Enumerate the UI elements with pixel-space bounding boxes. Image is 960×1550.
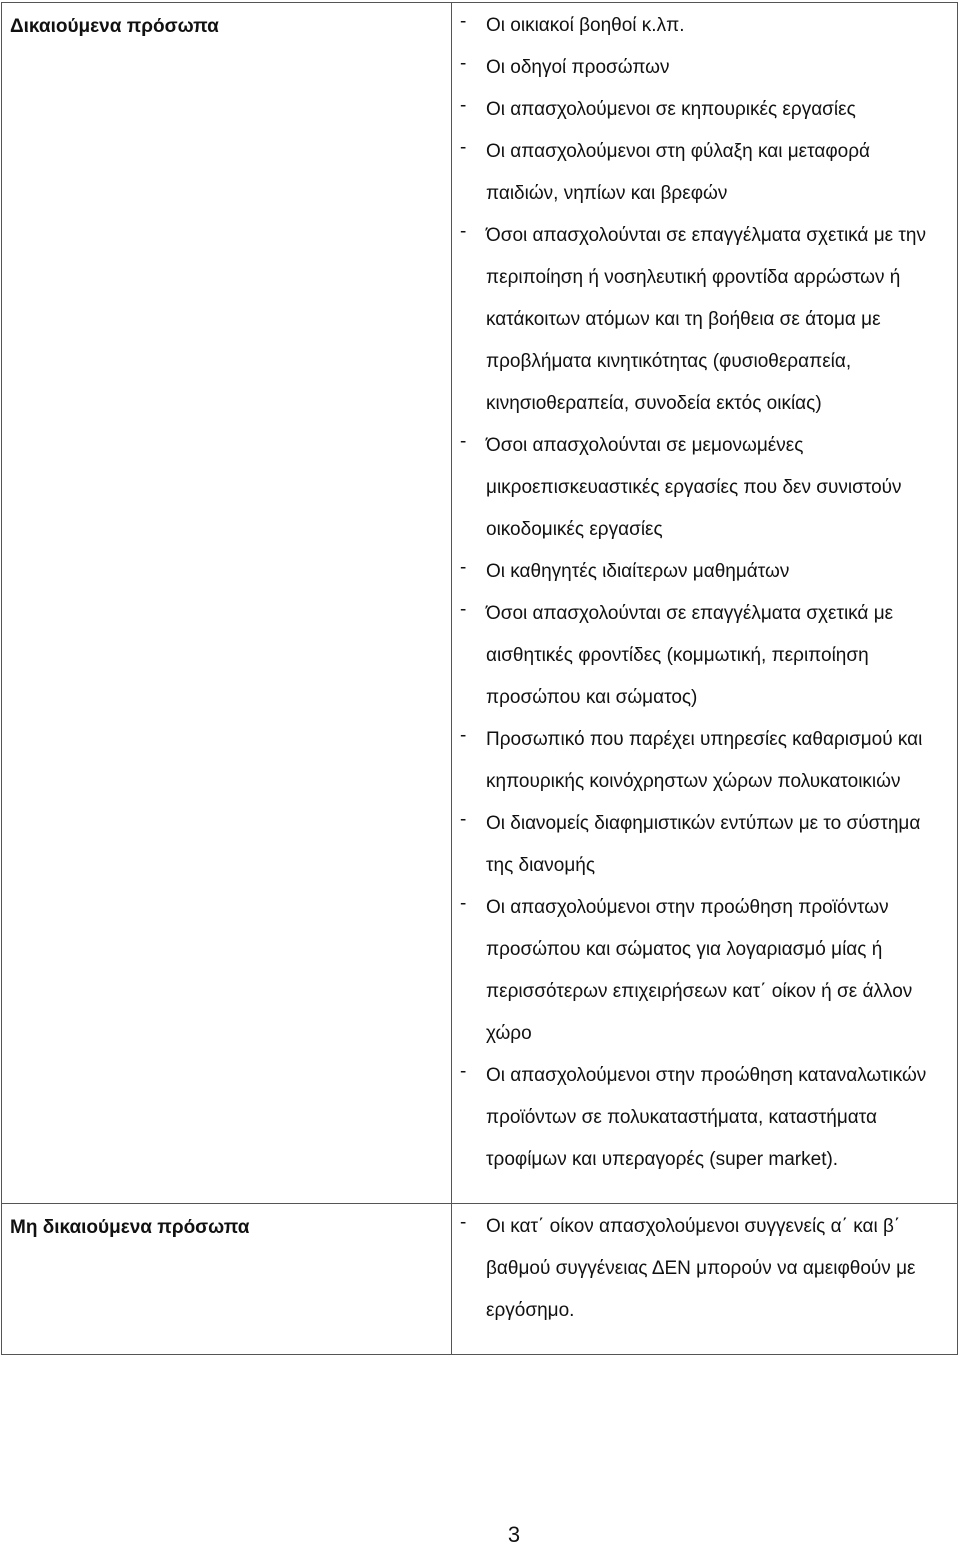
list-item-text: Οι απασχολούμενοι στην προώθηση καταναλωτικών προϊόντων σε πολυκαταστήματα, καταστήματα τροφίμων και υπεραγορές (super market). xyxy=(486,1065,927,1170)
list-item xyxy=(458,1206,945,1332)
row-content xyxy=(452,1204,958,1355)
list-item xyxy=(458,551,945,593)
list-item-text: Οι οικιακοί βοηθοί κ.λπ. xyxy=(486,15,685,36)
dash-bullet: - xyxy=(460,431,467,452)
list-item-text: Όσοι απασχολούνται σε μεμονωμένες μικροεπισκευαστικές εργασίες που δεν συνιστούν οικοδομικές εργασίες xyxy=(486,435,902,540)
list-item-text: Όσοι απασχολούνται σε επαγγέλματα σχετικά με αισθητικές φροντίδες (κομμωτική, περιποίηση προσώπου και σώματος) xyxy=(486,603,894,708)
list-item-text: Οι οδηγοί προσώπων xyxy=(486,57,670,78)
dash-bullet: - xyxy=(460,893,467,914)
beneficiaries-table xyxy=(1,2,958,1355)
dash-bullet: - xyxy=(460,95,467,116)
list-item xyxy=(458,1055,945,1181)
dash-bullet: - xyxy=(460,557,467,578)
dash-bullet: - xyxy=(460,725,467,746)
list-item xyxy=(458,89,945,131)
list-item-text: Οι απασχολούμενοι στη φύλαξη και μεταφορά παιδιών, νηπίων και βρεφών xyxy=(486,141,871,204)
dash-bullet: - xyxy=(460,11,467,32)
list-item-text: Οι διανομείς διαφημιστικών εντύπων με το σύστημα της διανομής xyxy=(486,813,921,876)
list-item-text: Όσοι απασχολούνται σε επαγγέλματα σχετικά με την περιποίηση ή νοσηλευτική φροντίδα αρρώστων ή κατάκοιτων ατόμων και τη βοήθεια σε άτομα με προβλήματα κινητικότητας (φυσιοθεραπεία, κινησιοθεραπεία, συνοδεία εκτός οικίας) xyxy=(486,225,926,414)
table-row xyxy=(2,1204,958,1355)
list-item xyxy=(458,593,945,719)
list-item xyxy=(458,47,945,89)
list-item-text: Οι καθηγητές ιδιαίτερων μαθημάτων xyxy=(486,561,790,582)
list-item xyxy=(458,803,945,887)
item-list xyxy=(458,5,945,1181)
dash-bullet: - xyxy=(460,1061,467,1082)
list-item-text: Προσωπικό που παρέχει υπηρεσίες καθαρισμού και κηπουρικής κοινόχρηστων χώρων πολυκατοικιών xyxy=(486,729,923,792)
dash-bullet: - xyxy=(460,809,467,830)
list-item xyxy=(458,425,945,551)
dash-bullet: - xyxy=(460,53,467,74)
dash-bullet: - xyxy=(460,1212,467,1233)
dash-bullet: - xyxy=(460,221,467,242)
list-item xyxy=(458,5,945,47)
row-label: Μη δικαιούμενα πρόσωπα xyxy=(2,1204,452,1355)
table-row xyxy=(2,3,958,1204)
list-item-text: Οι απασχολούμενοι στην προώθηση προϊόντων προσώπου και σώματος για λογαριασμό μίας ή περισσότερων επιχειρήσεων κατ΄ οίκον ή σε άλλον χώρο xyxy=(486,897,913,1044)
list-item xyxy=(458,719,945,803)
row-label: Δικαιούμενα πρόσωπα xyxy=(2,3,452,1204)
item-list xyxy=(458,1206,945,1332)
dash-bullet: - xyxy=(460,137,467,158)
list-item xyxy=(458,887,945,1055)
list-item xyxy=(458,131,945,215)
list-item xyxy=(458,215,945,425)
page-number: 3 xyxy=(507,1522,521,1547)
table-body xyxy=(2,3,958,1355)
row-content xyxy=(452,3,958,1204)
dash-bullet: - xyxy=(460,599,467,620)
list-item-text: Οι κατ΄ οίκον απασχολούμενοι συγγενείς α΄ και β΄ βαθμού συγγένειας ΔΕΝ μπορούν να αμειφθούν με εργόσημο. xyxy=(486,1216,916,1321)
list-item-text: Οι απασχολούμενοι σε κηπουρικές εργασίες xyxy=(486,99,856,120)
